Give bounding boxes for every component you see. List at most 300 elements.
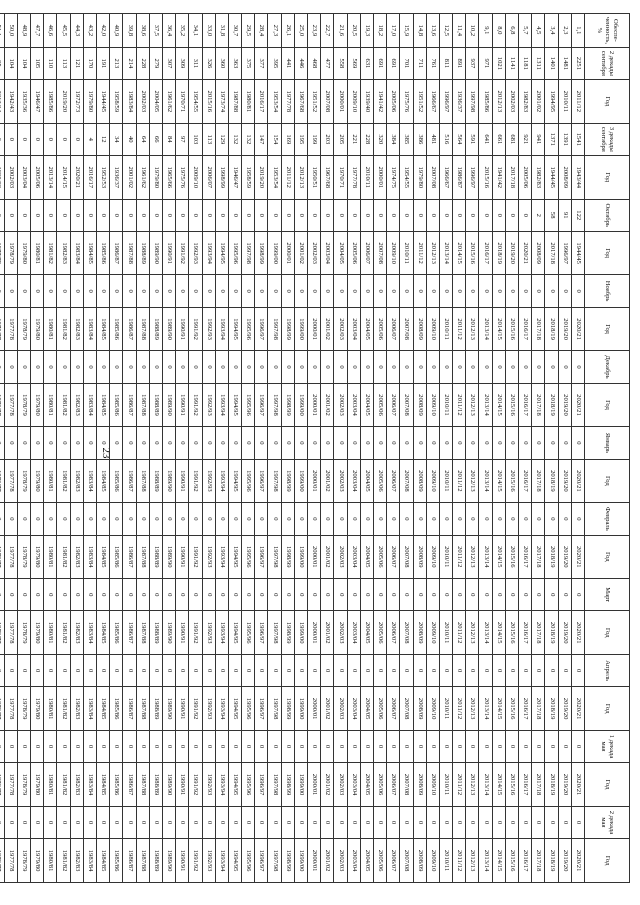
table-cell: 0 (334, 351, 347, 383)
table-cell: 2006/07 (387, 763, 400, 807)
table-cell: 0 (215, 806, 228, 838)
table-cell: 2013/14 (479, 687, 492, 731)
table-cell: 199 (308, 123, 321, 155)
table-cell: 1996/97 (255, 535, 268, 579)
table-cell: 0 (532, 806, 545, 838)
table-row (44, 14, 57, 883)
table-cell: 0 (334, 579, 347, 611)
table-cell: 1986/87 (123, 459, 136, 503)
column-header: Декабрь (585, 351, 630, 383)
table-cell: 203 (321, 123, 334, 155)
table-cell: 2013/14 (44, 155, 57, 199)
table-cell: 0 (413, 427, 426, 459)
table-cell: 2006/07 (387, 383, 400, 427)
table-cell: 36,4 (163, 14, 176, 48)
table-cell: 1980/81 (44, 535, 57, 579)
table-cell: 0 (97, 654, 110, 686)
table-cell: 2009/10 (426, 839, 439, 883)
table-cell: 2008/09 (413, 687, 426, 731)
table-cell: 1021 (492, 47, 505, 79)
table-cell: 0 (83, 654, 96, 686)
table-cell: 2006/07 (387, 459, 400, 503)
rotated-table-container (7, 13, 630, 883)
table-cell: 0 (97, 199, 110, 231)
table-cell: 2007/08 (400, 383, 413, 427)
column-header: Год (585, 839, 630, 883)
table-cell: 2018/19 (492, 231, 505, 275)
table-cell: 0 (242, 351, 255, 383)
table-cell: 1979/80 (149, 155, 162, 199)
table-cell (0, 654, 4, 686)
table-cell: 2012/13 (466, 307, 479, 351)
table-cell: 2009/10 (426, 535, 439, 579)
table-cell: 0 (321, 503, 334, 535)
table-cell: 2013/14 (479, 383, 492, 427)
table-cell: 1944/45 (571, 231, 584, 275)
table-cell: 2013/14 (479, 459, 492, 503)
table-cell: 2002/03 (334, 839, 347, 883)
table-cell: 2007/08 (426, 155, 439, 199)
table-cell: 0 (413, 806, 426, 838)
table-cell: 1958/59 (110, 80, 123, 124)
table-cell: 0 (149, 275, 162, 307)
table-cell: 0 (453, 351, 466, 383)
table-row (347, 14, 360, 883)
table-cell: 0 (228, 199, 241, 231)
table-cell: 0 (268, 199, 281, 231)
table-cell: 0 (281, 730, 294, 762)
table-cell: 1950/51 (308, 155, 321, 199)
table-cell: 0 (70, 806, 83, 838)
table-cell: 1990/91 (176, 459, 189, 503)
table-cell: 0 (176, 806, 189, 838)
table-cell: 0 (308, 427, 321, 459)
table-cell: 1983/84 (83, 307, 96, 351)
table-row (202, 14, 215, 883)
table-cell: 0 (294, 199, 307, 231)
table-cell: 0 (492, 806, 505, 838)
table-cell: 0 (176, 427, 189, 459)
table-cell: 0 (136, 579, 149, 611)
table-cell: 0 (439, 275, 452, 307)
table-cell: 39,8 (123, 14, 136, 48)
table-cell: 1989/90 (163, 839, 176, 883)
table-cell: 0 (466, 351, 479, 383)
table-cell: 0 (189, 730, 202, 762)
table-cell: 2020/21 (571, 459, 584, 503)
table-cell: 0 (294, 654, 307, 686)
table-cell: 0 (17, 579, 30, 611)
table-cell: 23,9 (308, 14, 321, 48)
table-cell: 2015/16 (505, 611, 518, 655)
table-cell: 1977/78 (4, 383, 17, 427)
table-cell: 0 (215, 199, 228, 231)
table-cell: 2015/16 (202, 80, 215, 124)
table-cell: 2017/18 (545, 231, 558, 275)
table-cell: 2010/11 (439, 459, 452, 503)
table-cell: 2015/16 (505, 839, 518, 883)
table-cell (0, 579, 4, 611)
table-cell: 1982/83 (70, 839, 83, 883)
table-cell: 1991/92 (189, 307, 202, 351)
table-cell: 2018/19 (545, 535, 558, 579)
table-cell: 2018/19 (545, 687, 558, 731)
table-cell: 0 (31, 275, 44, 307)
table-cell: 0 (189, 806, 202, 838)
table-cell: 0 (110, 503, 123, 535)
table-cell: 42,0 (97, 14, 110, 48)
table-cell: 0 (31, 730, 44, 762)
table-cell: 0 (83, 730, 96, 762)
column-header: Год (585, 611, 630, 655)
table-cell: 1990/91 (176, 687, 189, 731)
table-cell: 0 (97, 351, 110, 383)
table-cell: 2005/06 (31, 155, 44, 199)
table-cell: 0 (202, 351, 215, 383)
table-cell: 104 (4, 47, 17, 79)
table-cell: 2013/14 (479, 839, 492, 883)
table-cell: 1992/93 (202, 611, 215, 655)
table-cell: 0 (532, 579, 545, 611)
table-cell: 0 (466, 579, 479, 611)
table-cell: 2019/20 (57, 80, 70, 124)
table-cell: 0 (571, 654, 584, 686)
table-cell: 2020/21 (571, 383, 584, 427)
table-cell: 1997/98 (268, 383, 281, 427)
table-cell: 0 (492, 275, 505, 307)
table-cell: 0 (374, 427, 387, 459)
table-cell: 2002/03 (334, 383, 347, 427)
table-cell: 2010/11 (439, 611, 452, 655)
table-cell: 0 (123, 503, 136, 535)
table-cell: 1996/97 (439, 80, 452, 124)
table-cell: 1941/42 (492, 155, 505, 199)
column-header: Год (585, 535, 630, 579)
table-cell: 891 (453, 47, 466, 79)
table-cell: 1995/96 (242, 611, 255, 655)
table-cell: 0 (110, 275, 123, 307)
table-cell: 1980/81 (31, 231, 44, 275)
table-cell: 0 (70, 351, 83, 383)
table-cell: 1987/88 (136, 839, 149, 883)
table-cell: 2011/12 (571, 80, 584, 124)
table-cell: 2011/12 (453, 383, 466, 427)
table-cell: 0 (70, 654, 83, 686)
table-cell: 105 (31, 47, 44, 79)
table-cell: 0 (268, 427, 281, 459)
table-cell: 0 (31, 806, 44, 838)
table-cell: 1999/00 (294, 459, 307, 503)
table-cell: 1952/53 (97, 155, 110, 199)
table-cell: 0 (545, 654, 558, 686)
table-cell: 0 (242, 654, 255, 686)
table-cell: 2012/13 (294, 155, 307, 199)
table-cell: 2014/15 (492, 611, 505, 655)
table-cell: 1987/88 (136, 307, 149, 351)
table-cell: 2012/13 (426, 231, 439, 275)
table-cell: 2019/20 (558, 611, 571, 655)
table-cell: 1983/84 (83, 535, 96, 579)
table-cell: 1982/83 (70, 763, 83, 807)
table-cell: 2013/14 (439, 231, 452, 275)
table-cell: 1997/98 (268, 839, 281, 883)
table-cell (0, 80, 4, 124)
table-cell: 1987/88 (123, 231, 136, 275)
table-cell: 0 (545, 427, 558, 459)
table-cell: 1985/86 (110, 611, 123, 655)
table-row (453, 14, 466, 883)
column-header: Год (585, 459, 630, 503)
table-cell: 0 (17, 730, 30, 762)
table-cell: 0 (334, 275, 347, 307)
table-cell: 2019/20 (558, 383, 571, 427)
table-cell: 0 (387, 427, 400, 459)
table-cell: 1994/95 (228, 687, 241, 731)
table-cell: 1985/86 (110, 763, 123, 807)
table-cell (0, 611, 4, 655)
table-cell: 681 (505, 123, 518, 155)
table-cell: 0 (532, 275, 545, 307)
table-cell: 2019/20 (255, 155, 268, 199)
table-row (413, 14, 426, 883)
table-cell: 0 (136, 427, 149, 459)
table-cell: 1984/85 (97, 383, 110, 427)
table-cell: 1998/99 (255, 231, 268, 275)
table-cell: 0 (532, 730, 545, 762)
table-cell: 386 (413, 123, 426, 155)
table-cell: 1998/99 (281, 383, 294, 427)
table-cell: 1992/93 (202, 763, 215, 807)
table-cell: 2006/07 (387, 687, 400, 731)
table-cell: 2004/05 (360, 459, 373, 503)
table-cell: 0 (492, 503, 505, 535)
table-cell: 0 (453, 654, 466, 686)
table-cell: 0 (466, 654, 479, 686)
table-cell: 1988/89 (149, 763, 162, 807)
table-cell: 0 (44, 730, 57, 762)
table-cell: 103 (189, 123, 202, 155)
table-cell: 1967/68 (321, 155, 334, 199)
table-cell (0, 155, 4, 199)
table-cell: 1991/92 (189, 763, 202, 807)
table-cell: 2020/21 (571, 307, 584, 351)
table-cell: 2007/08 (400, 687, 413, 731)
table-cell: 0 (123, 579, 136, 611)
table-cell: 2018/19 (545, 459, 558, 503)
table-cell: 0 (215, 351, 228, 383)
table-cell: 1978/79 (17, 611, 30, 655)
table-cell: 1992/93 (189, 231, 202, 275)
table-cell: 2013/14 (479, 763, 492, 807)
table-cell: 2014/15 (492, 763, 505, 807)
table-cell: 0 (242, 806, 255, 838)
table-row (0, 14, 4, 883)
table-cell: 0 (374, 730, 387, 762)
table-cell: 1986/87 (123, 839, 136, 883)
table-cell: 0 (321, 275, 334, 307)
table-cell: 0 (31, 427, 44, 459)
table-cell: 0 (149, 427, 162, 459)
table-cell: 2014/15 (57, 155, 70, 199)
table-cell: 0 (571, 427, 584, 459)
table-cell: 1997/98 (268, 687, 281, 731)
table-cell: 0 (281, 351, 294, 383)
table-cell: 0 (479, 427, 492, 459)
column-header: Обеспе-ченность, % (585, 14, 630, 48)
table-cell: 1980/81 (44, 459, 57, 503)
table-cell: 2000/01 (308, 839, 321, 883)
table-cell: 395 (268, 47, 281, 79)
table-cell: 1997/98 (242, 231, 255, 275)
table-cell: 1979/80 (31, 459, 44, 503)
table-cell: 1985/86 (479, 80, 492, 124)
table-cell: 0 (400, 351, 413, 383)
table-cell: 0 (347, 730, 360, 762)
table-cell: 0 (110, 730, 123, 762)
table-cell: 0 (426, 579, 439, 611)
table-cell: 40,9 (110, 14, 123, 48)
table-cell: 1999/00 (294, 839, 307, 883)
table-cell: 1987/88 (136, 383, 149, 427)
table-cell: 2001/02 (321, 763, 334, 807)
table-cell: 0 (413, 199, 426, 231)
table-cell: 0 (17, 275, 30, 307)
table-cell: 2003/04 (347, 383, 360, 427)
table-cell: 0 (347, 427, 360, 459)
table-cell: 0 (268, 730, 281, 762)
table-cell: 2012/13 (466, 535, 479, 579)
table-cell: 0 (347, 199, 360, 231)
table-cell: 1978/79 (17, 535, 30, 579)
table-cell (0, 763, 4, 807)
table-cell: 2020/21 (571, 763, 584, 807)
table-cell: 0 (479, 199, 492, 231)
table-cell: 1998/99 (281, 307, 294, 351)
table-cell: 0 (136, 351, 149, 383)
table-cell: 2008/09 (413, 763, 426, 807)
table-cell: 1999/00 (294, 307, 307, 351)
table-cell: 0 (294, 351, 307, 383)
table-cell: 0 (400, 654, 413, 686)
table-cell: 2007/08 (321, 80, 334, 124)
table-cell: 0 (545, 275, 558, 307)
table-cell: 1995/96 (242, 763, 255, 807)
table-cell: 1982/83 (70, 307, 83, 351)
table-row (268, 14, 281, 883)
table-cell: 2012/13 (466, 459, 479, 503)
table-cell: 0 (387, 275, 400, 307)
table-cell: 2251 (571, 47, 584, 79)
table-cell: 0 (308, 806, 321, 838)
table-cell: 2008/09 (413, 383, 426, 427)
table-cell: 1978/79 (17, 687, 30, 731)
table-cell: 0 (479, 503, 492, 535)
table-cell: 0 (347, 579, 360, 611)
table-cell: 1987/88 (228, 80, 241, 124)
table-cell: 1998/99 (281, 839, 294, 883)
table-cell: 1985/86 (110, 383, 123, 427)
table-cell: 228 (360, 123, 373, 155)
table-cell: 0 (110, 579, 123, 611)
table-cell: 1991/92 (189, 535, 202, 579)
table-cell: 129 (215, 123, 228, 155)
table-cell: 0 (4, 351, 17, 383)
table-cell: 0 (136, 730, 149, 762)
table-cell: 0 (532, 503, 545, 535)
table-cell: 1986/87 (123, 763, 136, 807)
table-cell: 1993/94 (215, 763, 228, 807)
table-cell: 0 (163, 730, 176, 762)
table-cell: 1978/79 (17, 307, 30, 351)
table-cell: 25,0 (294, 14, 307, 48)
table-cell: 2003/04 (347, 687, 360, 731)
table-cell: 1984/85 (97, 459, 110, 503)
table-cell (0, 14, 4, 48)
table-cell: 1981/82 (57, 763, 70, 807)
table-cell: 0 (189, 654, 202, 686)
table-cell: 2007/08 (400, 307, 413, 351)
table-cell: 0 (387, 579, 400, 611)
table-cell: 1998/99 (281, 687, 294, 731)
table-cell: 1997/98 (268, 763, 281, 807)
table-cell: 2000/01 (308, 459, 321, 503)
table-cell: 0 (70, 503, 83, 535)
table-cell: 2017/18 (505, 155, 518, 199)
table-cell: 0 (97, 730, 110, 762)
table-cell: 0 (532, 351, 545, 383)
table-cell: 921 (519, 123, 532, 155)
table-cell: 1994/95 (228, 383, 241, 427)
table-cell: 0 (4, 275, 17, 307)
table-cell: 1991/92 (189, 611, 202, 655)
table-cell: 2002/03 (505, 80, 518, 124)
table-row (439, 14, 452, 883)
table-cell: 468 (308, 47, 321, 79)
table-cell: 2003/04 (347, 307, 360, 351)
table-cell: 2007/08 (374, 231, 387, 275)
table-cell: 213 (110, 47, 123, 79)
table-cell: 0 (347, 275, 360, 307)
table-cell: 0 (97, 806, 110, 838)
table-row (110, 14, 123, 883)
table-cell: 1986/87 (123, 383, 136, 427)
table-cell: 0 (400, 275, 413, 307)
table-cell: 0 (31, 351, 44, 383)
table-cell: 1998/99 (281, 763, 294, 807)
table-cell: 2000/01 (308, 763, 321, 807)
table-cell: 0 (57, 123, 70, 155)
column-header: Февраль (585, 503, 630, 535)
table-cell: 0 (17, 427, 30, 459)
table-cell: 154 (268, 123, 281, 155)
column-header: Январь (585, 427, 630, 459)
table-cell: 44,3 (70, 14, 83, 48)
table-cell: 0 (439, 730, 452, 762)
table-cell: 1986/87 (123, 535, 136, 579)
table-cell: 1980/81 (44, 383, 57, 427)
table-cell: 0 (453, 806, 466, 838)
table-cell: 1979/80 (31, 383, 44, 427)
table-cell: 2009/10 (426, 459, 439, 503)
table-cell: 811 (439, 47, 452, 79)
table-cell: 1978/79 (17, 839, 30, 883)
table-cell: 84 (163, 123, 176, 155)
table-cell: 0 (321, 654, 334, 686)
table-cell: 1983/84 (70, 231, 83, 275)
table-cell: 1989/90 (163, 611, 176, 655)
table-cell: 1997/98 (268, 459, 281, 503)
table-cell: 2011/12 (453, 839, 466, 883)
